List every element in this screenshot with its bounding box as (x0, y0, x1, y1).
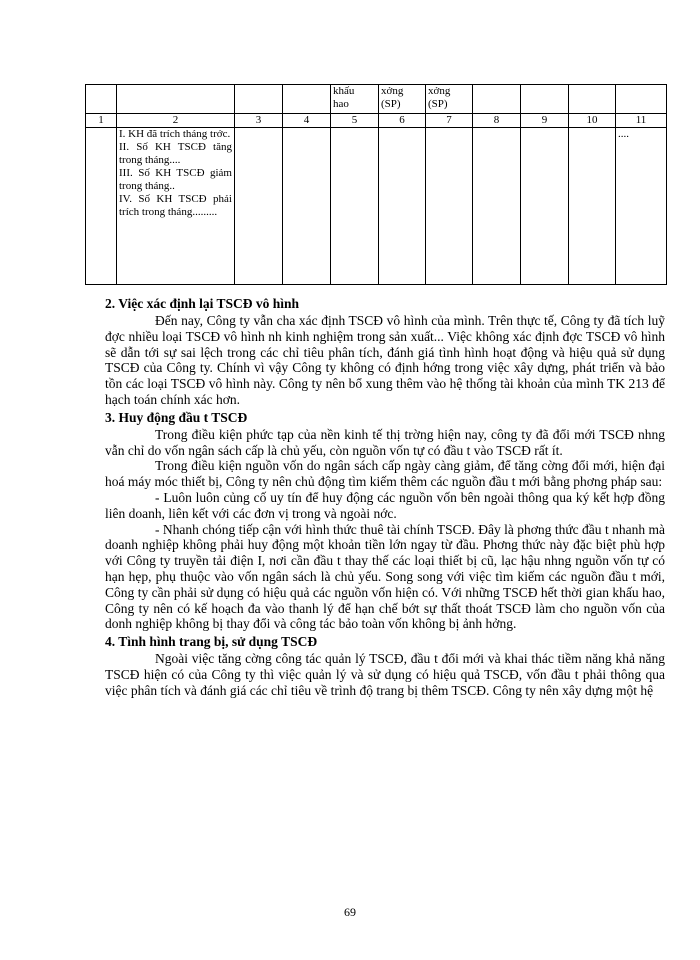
table-cell (331, 128, 379, 285)
bullet-paragraph: - Luôn luôn củng cố uy tín để huy động các nguồn vốn bên ngoài thông qua ký kết hợp đồng liên doanh, liên kết với các đơn vị trong và ngoài nớc. (105, 489, 665, 521)
table-header-fragment-row (86, 85, 667, 114)
section-heading: 2. Việc xác định lại TSCĐ vô hình (105, 296, 300, 311)
table-cell (426, 128, 473, 285)
table-cell (283, 128, 331, 285)
column-number: 6 (379, 114, 426, 128)
header-fragment-workshop-1: xởng (SP) (379, 85, 426, 114)
table-cell (235, 85, 283, 114)
column-number: 8 (473, 114, 521, 128)
paragraph: Trong điều kiện nguồn vốn do ngân sách cấp ngày càng giảm, để tăng cờng đổi mới, hiện đại hoá máy móc thiết bị, Công ty nên chủ động tìm kiếm thêm các nguồn đầu t mới bằng phơng pháp sau: (105, 458, 665, 490)
column-number: 2 (117, 114, 235, 128)
column-number: 10 (569, 114, 616, 128)
table-grid (85, 84, 667, 285)
table-cell (283, 85, 331, 114)
table-cell (379, 128, 426, 285)
table-cell (473, 128, 521, 285)
column-number: 11 (616, 114, 667, 128)
section-heading: 4. Tình hình trang bị, sử dụng TSCĐ (105, 634, 318, 650)
paragraph: Đến nay, Công ty vẫn cha xác định TSCĐ vô hình của mình. Trên thực tế, Công ty đã tích luỹ đợc nhiều loại TSCĐ vô hình nh kinh nghiệm trong sản xuất... Việc không xác định đợc TSCĐ vô hình sẽ dẫn tới sự sai lệch trong các chỉ tiêu phân tích, đánh giá tình hình hoạt động và hiệu quả sử dụng TSCĐ của Công ty. Chính vì vậy Công ty không có định hớng trong việc xây dựng, phát triển và bảo tồn các loại TSCĐ vô hình này. Công ty nên bổ xung thêm vào hệ thống tài khoản của mình TK 213 để hạch toán chính xác hơn. (105, 313, 665, 407)
table-cell (616, 85, 667, 114)
ellipsis-cell: .... (616, 128, 667, 285)
table-cell (521, 85, 569, 114)
column-number: 3 (235, 114, 283, 128)
column-number-row (86, 114, 667, 128)
table-row (86, 128, 667, 285)
paragraph: Trong điều kiện phức tạp của nền kinh tế thị trờng hiện nay, công ty đã đổi mới TSCĐ nhng vẫn chỉ do vốn ngân sách cấp là chủ yếu, còn nguồn vốn tự có đầu t vào TSCĐ rất ít. (105, 426, 665, 458)
page-number: 69 (344, 905, 356, 919)
body-text (105, 294, 665, 699)
column-number: 5 (331, 114, 379, 128)
table-cell (117, 85, 235, 114)
table-cell (569, 85, 616, 114)
section-heading: 3. Huy động đầu t TSCĐ (105, 409, 248, 425)
table-cell (569, 128, 616, 285)
paragraph: Ngoài việc tăng cờng công tác quản lý TSCĐ, đầu t đổi mới và khai thác tiềm năng khả năng TSCĐ hiện có của Công ty thì việc quản lý và sử dụng có hiệu quả TSCĐ, vốn đầu t phải thông qua việc phân tích và đánh giá các chỉ tiêu về trình độ trang bị thêm TSCĐ. Công ty nên xây dựng một hệ (105, 651, 665, 698)
table-cell (86, 128, 117, 285)
table-cell (521, 128, 569, 285)
table-cell (86, 85, 117, 114)
bullet-paragraph: - Nhanh chóng tiếp cận với hình thức thuê tài chính TSCĐ. Đây là phơng thức đầu t nhanh mà doanh nghiệp không phải huy động một khoản tiền lớn ngay từ đầu. Phơng thức này đặc biệt phù hợp với Công ty truyền tải điện I, nơi cần đầu t thay thế các loại thiết bị cũ, lạc hậu nhng nguồn vốn tự có hạn hẹp, phụ thuộc vào vốn ngân sách là chủ yếu. Song song với việc tìm kiếm các nguồn đầu t mới, Công ty cần phải sử dụng có hiệu quả các nguồn vốn hiện có. Với những TSCĐ hết thời gian khấu hao, Công ty nên có kế hoạch đa vào thanh lý để hạn chế bớt sự thất thoát TSCĐ làm cho nguồn vốn của donh nghiệp không bị thay đổi và công tác bảo toàn vốn không bị ảnh hởng. (105, 521, 665, 632)
column-number: 1 (86, 114, 117, 128)
table-cell (473, 85, 521, 114)
table-cell (235, 128, 283, 285)
row-items-cell: I. KH đã trích tháng trớc. II. Số KH TSCĐ tăng trong tháng.... III. Số KH TSCĐ giảm trong tháng.. IV. Số KH TSCĐ phải trích trong tháng......... (117, 128, 235, 285)
header-fragment-depreciation: khấu hao (331, 85, 379, 114)
column-number: 9 (521, 114, 569, 128)
asset-depreciation-table (85, 84, 666, 285)
column-number: 7 (426, 114, 473, 128)
column-number: 4 (283, 114, 331, 128)
header-fragment-workshop-2: xởng (SP) (426, 85, 473, 114)
